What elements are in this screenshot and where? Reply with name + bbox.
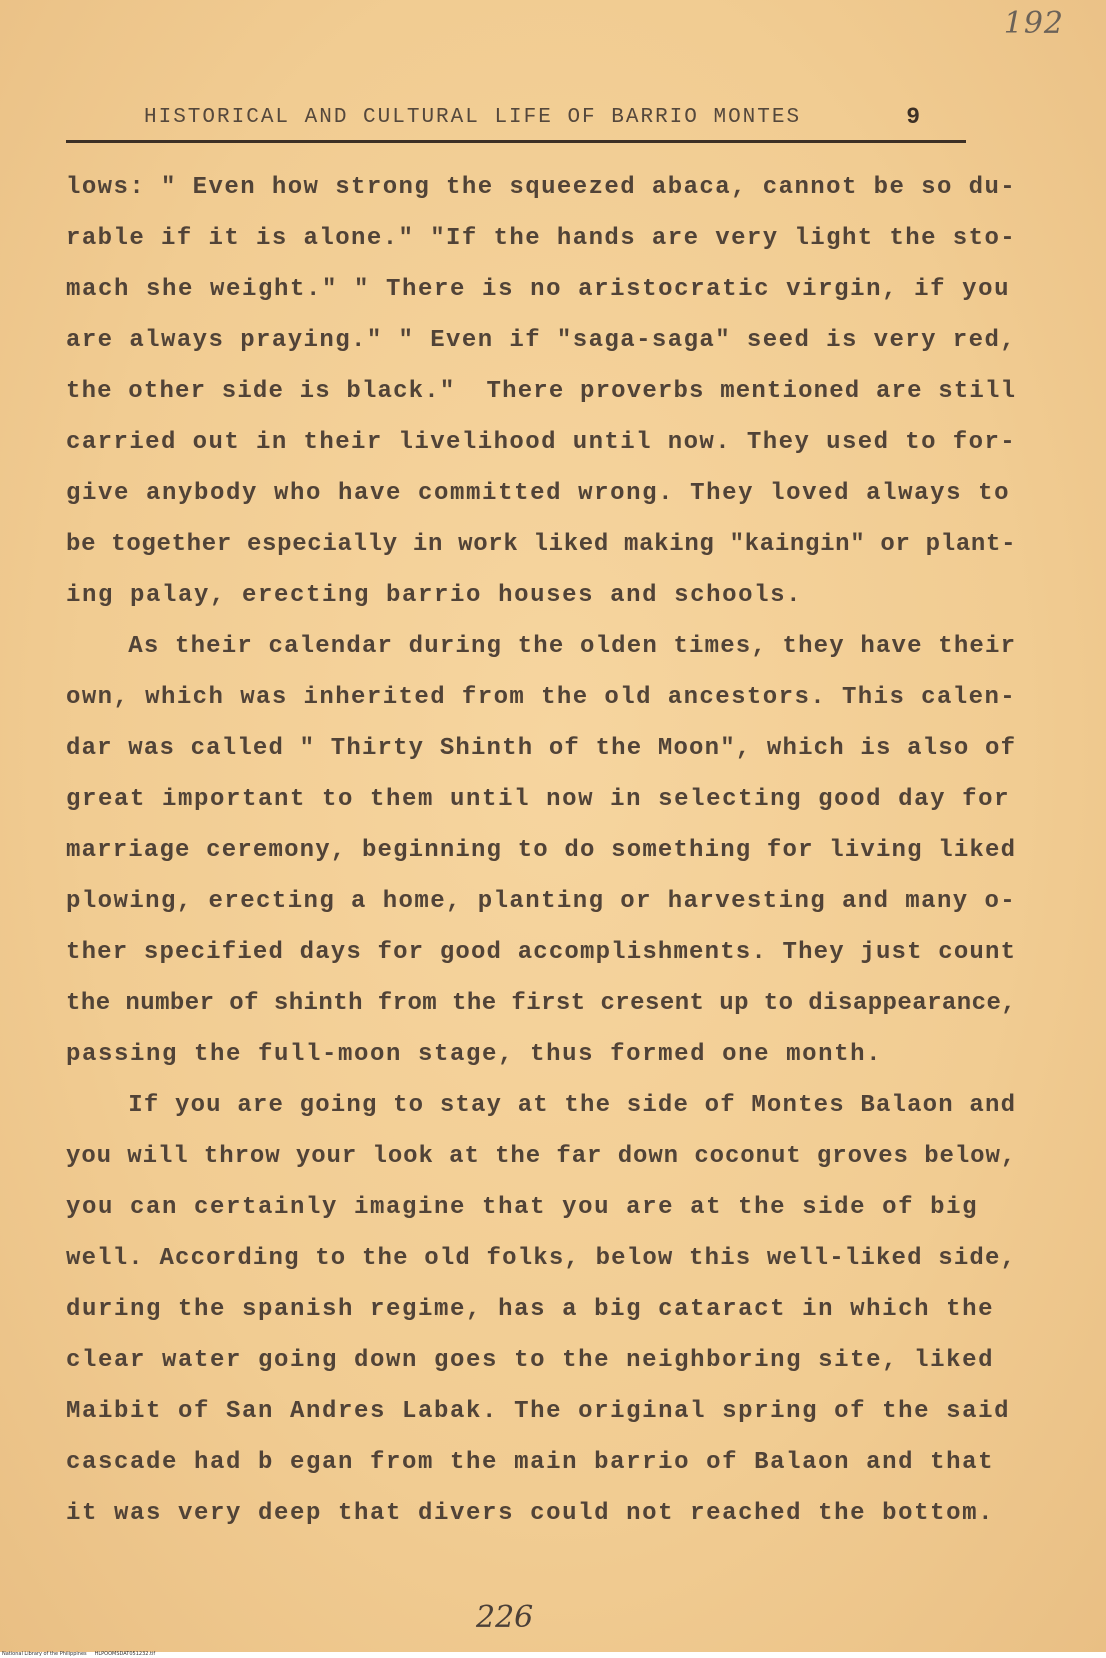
- text-line: plowing, erecting a home, planting or harvesting and many o-: [66, 888, 1017, 915]
- text-line: you will throw your look at the far down coconut groves below,: [66, 1143, 1017, 1170]
- text-line: carried out in their livelihood until now. They used to for-: [66, 429, 1017, 456]
- text-line: ther specified days for good accomplishments. They just count: [66, 939, 1017, 966]
- header-title: HISTORICAL AND CULTURAL LIFE OF BARRIO MONTES: [144, 106, 802, 129]
- text-line: mach she weight." " There is no aristocratic virgin, if you: [66, 276, 1011, 303]
- text-line: give anybody who have committed wrong. They loved always to: [66, 480, 1011, 507]
- text-line: As their calendar during the olden times, they have their: [66, 633, 1017, 660]
- text-line: the number of shinth from the first cresent up to disappearance,: [66, 990, 1017, 1017]
- text-line: are always praying." " Even if "saga-saga" seed is very red,: [66, 327, 1017, 354]
- text-line: own, which was inherited from the old ancestors. This calen-: [66, 684, 1017, 711]
- text-line: it was very deep that divers could not reached the bottom.: [66, 1500, 995, 1527]
- text-line: well. According to the old folks, below this well-liked side,: [66, 1245, 1017, 1272]
- text-line: the other side is black." There proverbs mentioned are still: [66, 378, 1017, 405]
- text-line: dar was called " Thirty Shinth of the Moon", which is also of: [66, 735, 1017, 762]
- text-line: cascade had b egan from the main barrio of Balaon and that: [66, 1449, 995, 1476]
- manuscript-page-number: 192: [1003, 6, 1064, 41]
- scan-credit: National Library of the Philippines HLPOOMSDAT051232.tif: [2, 1651, 156, 1657]
- text-line: rable if it is alone." "If the hands are very light the sto-: [66, 225, 1017, 252]
- scan-footer-strip: [0, 1652, 1106, 1658]
- footer-handwritten-number: 226: [476, 1600, 534, 1635]
- text-line: great important to them until now in selecting good day for: [66, 786, 1011, 813]
- text-line: If you are going to stay at the side of Montes Balaon and: [66, 1092, 1017, 1119]
- text-line: passing the full-moon stage, thus formed one month.: [66, 1041, 883, 1068]
- text-line: during the spanish regime, has a big cataract in which the: [66, 1296, 995, 1323]
- text-line: Maibit of San Andres Labak. The original spring of the said: [66, 1398, 1011, 1425]
- text-line: you can certainly imagine that you are at the side of big: [66, 1194, 979, 1221]
- text-line: ing palay, erecting barrio houses and schools.: [66, 582, 803, 609]
- text-line: lows: " Even how strong the squeezed abaca, cannot be so du-: [66, 174, 1017, 201]
- text-line: marriage ceremony, beginning to do something for living liked: [66, 837, 1017, 864]
- text-line: clear water going down goes to the neighboring site, liked: [66, 1347, 995, 1374]
- header-page-number: 9: [906, 104, 920, 130]
- text-line: be together especially in work liked making "kaingin" or plant-: [66, 531, 1017, 558]
- page-header: [66, 106, 966, 143]
